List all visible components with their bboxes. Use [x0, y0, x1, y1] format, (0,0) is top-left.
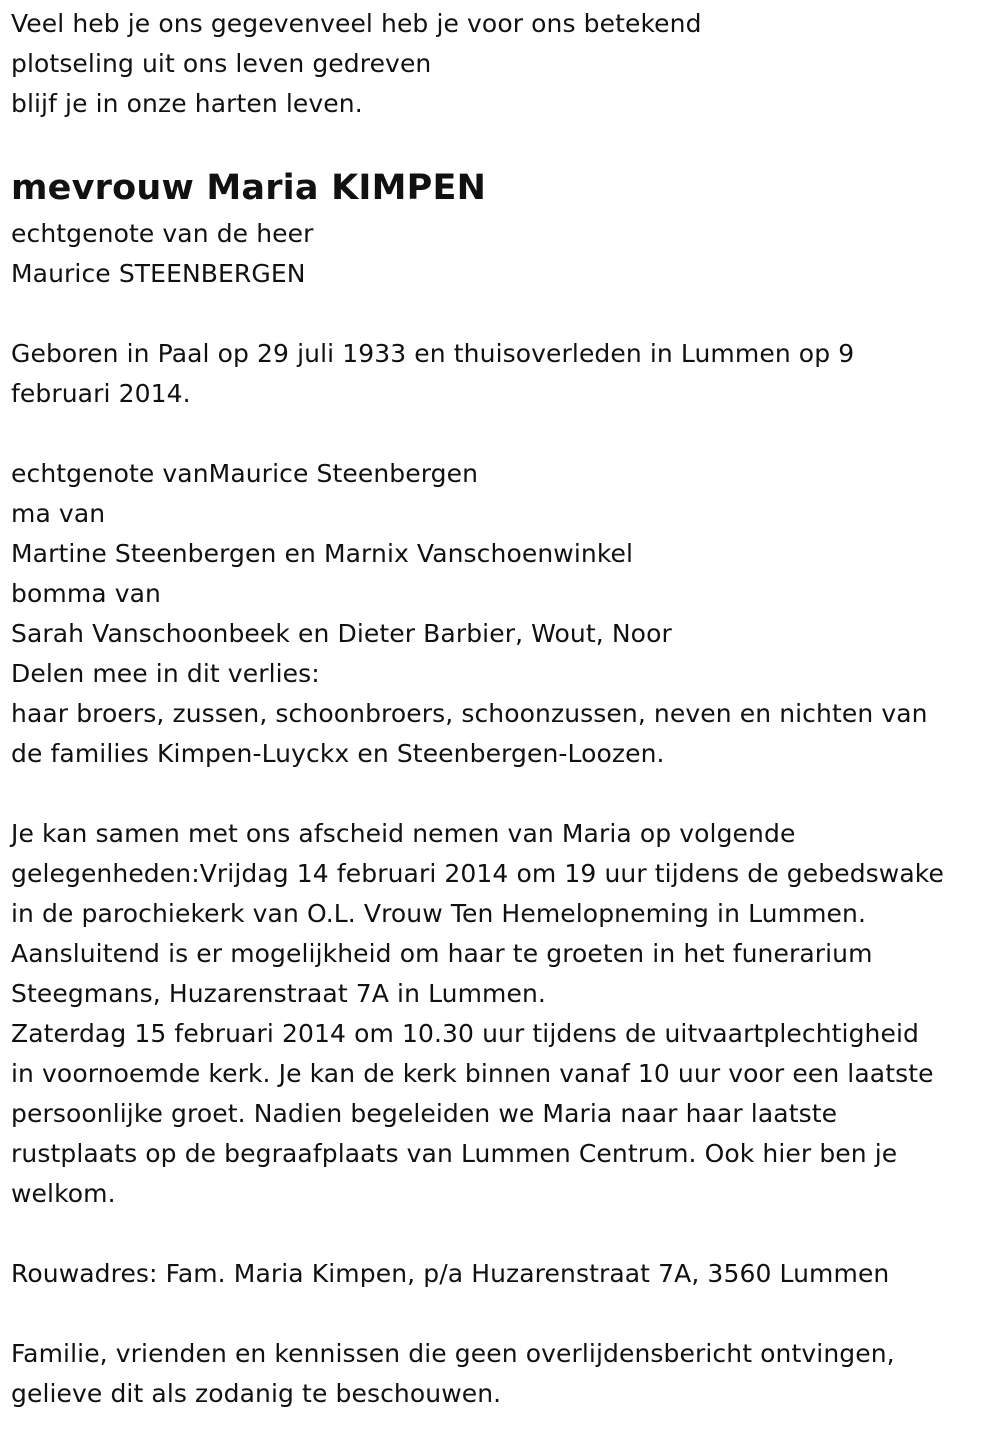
paragraph-line: Rouwadres: Fam. Maria Kimpen, p/a Huzarenstraat 7A, 3560 Lummen [11, 1259, 890, 1288]
paragraph-line: rustplaats op de begraafplaats van Lummen Centrum. Ook hier ben je [11, 1139, 898, 1168]
spouse-line: echtgenote van de heer [11, 219, 314, 248]
spouse-block [11, 214, 993, 294]
spacer [11, 1214, 993, 1254]
family-paragraph [11, 454, 993, 774]
paragraph-line: in de parochiekerk van O.L. Vrouw Ten Hemelopneming in Lummen. [11, 899, 866, 928]
spouse-line: Maurice STEENBERGEN [11, 259, 306, 288]
paragraph-line: in voornoemde kerk. Je kan de kerk binnen vanaf 10 uur voor een laatste [11, 1059, 934, 1088]
paragraph-line: de families Kimpen-Luyckx en Steenbergen-Loozen. [11, 739, 665, 768]
paragraph-line: Familie, vrienden en kennissen die geen overlijdensbericht ontvingen, [11, 1339, 895, 1368]
paragraph-line: ma van [11, 499, 106, 528]
address-paragraph [11, 1254, 993, 1294]
poem [11, 4, 993, 124]
closing-paragraph [11, 1334, 993, 1414]
deceased-name: mevrouw Maria KIMPEN [11, 168, 487, 208]
poem-line: Veel heb je ons gegevenveel heb je voor ons betekend [11, 9, 702, 38]
paragraph-line: gelegenheden:Vrijdag 14 februari 2014 om 19 uur tijdens de gebedswake [11, 859, 944, 888]
poem-line: blijf je in onze harten leven. [11, 89, 363, 118]
paragraph-line: Aansluitend is er mogelijkheid om haar te groeten in het funerarium [11, 939, 873, 968]
paragraph-line: welkom. [11, 1179, 116, 1208]
paragraph-line: Je kan samen met ons afscheid nemen van Maria op volgende [11, 819, 796, 848]
paragraph-line: Martine Steenbergen en Marnix Vanschoenwinkel [11, 539, 634, 568]
paragraph-line: gelieve dit als zodanig te beschouwen. [11, 1379, 502, 1408]
paragraph-line: persoonlijke groet. Nadien begeleiden we Maria naar haar laatste [11, 1099, 838, 1128]
obituary-notice [11, 4, 993, 1414]
paragraph-line: Steegmans, Huzarenstraat 7A in Lummen. [11, 979, 546, 1008]
paragraph-line: haar broers, zussen, schoonbroers, schoonzussen, neven en nichten van [11, 699, 928, 728]
spacer [11, 414, 993, 454]
poem-line: plotseling uit ons leven gedreven [11, 49, 432, 78]
paragraph-line: Delen mee in dit verlies: [11, 659, 320, 688]
paragraph-line: Geboren in Paal op 29 juli 1933 en thuisoverleden in Lummen op 9 [11, 339, 855, 368]
paragraph-line: echtgenote vanMaurice Steenbergen [11, 459, 479, 488]
paragraph-line: februari 2014. [11, 379, 191, 408]
spacer [11, 774, 993, 814]
spacer [11, 294, 993, 334]
paragraph-line: bomma van [11, 579, 161, 608]
paragraph-line: Sarah Vanschoonbeek en Dieter Barbier, Wout, Noor [11, 619, 672, 648]
spacer [11, 1294, 993, 1334]
paragraph-line: Zaterdag 15 februari 2014 om 10.30 uur tijdens de uitvaartplechtigheid [11, 1019, 920, 1048]
farewell-paragraph [11, 814, 993, 1214]
birth-death-paragraph [11, 334, 993, 414]
